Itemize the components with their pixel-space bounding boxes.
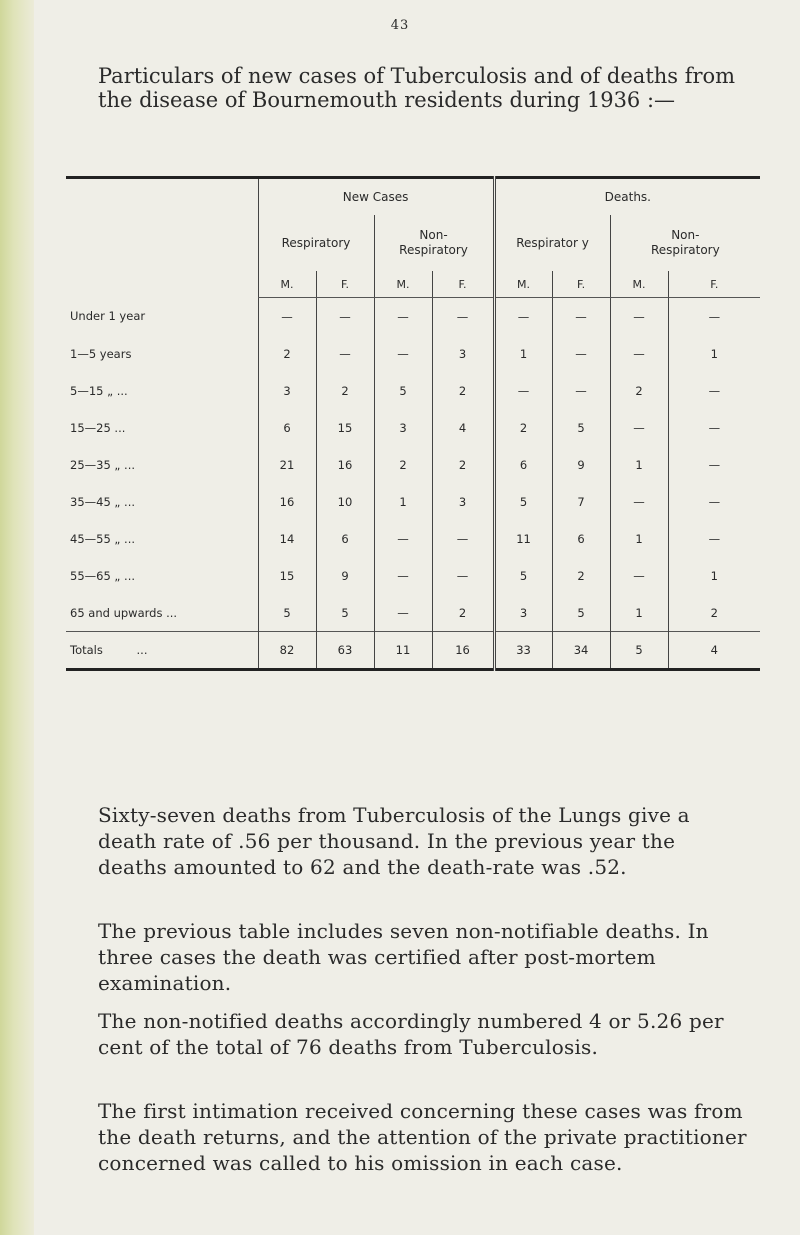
table-cell: 2 xyxy=(258,335,316,372)
table-cell: 9 xyxy=(316,557,374,594)
table-cell: 6 xyxy=(494,446,552,483)
table-cell: 3 xyxy=(494,594,552,632)
row-label xyxy=(66,335,258,372)
sub-header-text: Respiratory xyxy=(281,235,351,250)
sub-header-text: Non- xyxy=(419,228,448,242)
table-cell: 2 xyxy=(610,372,668,409)
table-row xyxy=(66,372,760,409)
tuberculosis-table xyxy=(66,176,760,671)
sub-header-row xyxy=(66,215,760,271)
totals-cell: 5 xyxy=(610,632,668,670)
table-cell: 6 xyxy=(316,520,374,557)
table-cell: 5 xyxy=(552,409,610,446)
table-cell: — xyxy=(668,520,760,557)
group-header-row xyxy=(66,178,760,216)
table-cell: 1 xyxy=(374,483,432,520)
table-cell: 3 xyxy=(374,409,432,446)
table-cell: 2 xyxy=(374,446,432,483)
row-label-text: 25—35 „ ... xyxy=(70,457,136,472)
table-cell: 5 xyxy=(316,594,374,632)
totals-cell: 33 xyxy=(494,632,552,670)
table-row xyxy=(66,446,760,483)
table-cell: — xyxy=(374,557,432,594)
table-body xyxy=(66,298,760,632)
sub-header-text: Respiratory xyxy=(399,243,468,257)
table-row xyxy=(66,298,760,336)
table-cell: 3 xyxy=(258,372,316,409)
table-cell: 1 xyxy=(610,446,668,483)
row-label-text: 15—25 ... xyxy=(70,420,126,435)
table-cell: — xyxy=(668,372,760,409)
page-heading: Particulars of new cases of Tuberculosis and of deaths from the disease of Bournemouth residents during 1936 :— xyxy=(98,64,736,112)
table-cell: — xyxy=(374,335,432,372)
page-binding-edge xyxy=(0,0,34,1235)
paragraph-death-rate: Sixty-seven deaths from Tuberculosis of the Lungs give a death rate of .56 per thousand. In the previous year the deaths amounted to 62 and the death-rate was .52. xyxy=(98,803,690,879)
table-cell: 5 xyxy=(374,372,432,409)
sub-header-non-respiratory xyxy=(374,215,494,271)
paragraph-non-notified: The non-notified deaths accordingly numbered 4 or 5.26 per cent of the total of 76 deaths from Tuberculosis. xyxy=(98,1009,724,1059)
group-header-new-cases: New Cases xyxy=(258,178,494,216)
table-cell: — xyxy=(494,372,552,409)
table-cell: — xyxy=(316,298,374,336)
table-cell: — xyxy=(552,335,610,372)
table-row xyxy=(66,409,760,446)
table-cell: — xyxy=(494,298,552,336)
row-label-text: 5—15 „ ... xyxy=(70,383,128,398)
corner-cell xyxy=(66,215,258,271)
corner-cell xyxy=(66,178,258,216)
table-cell: 11 xyxy=(494,520,552,557)
table-cell: 21 xyxy=(258,446,316,483)
table-cell: 5 xyxy=(258,594,316,632)
table-cell: 2 xyxy=(552,557,610,594)
totals-cell: 63 xyxy=(316,632,374,670)
sex-header: M. xyxy=(258,271,316,298)
page-number: 43 xyxy=(390,18,410,33)
table-cell: 15 xyxy=(258,557,316,594)
table-cell: — xyxy=(610,335,668,372)
sub-header-text: Non- xyxy=(671,228,700,242)
table-cell: — xyxy=(552,372,610,409)
paragraph-first-intimation: The first intimation received concerning these cases was from the death returns, and the attention of the private practitioner concerned was called to his omission in each case. xyxy=(98,1099,747,1175)
table-cell: — xyxy=(432,298,494,336)
totals-dots: ... xyxy=(136,643,148,657)
sex-header: F. xyxy=(316,271,374,298)
table-cell: 2 xyxy=(432,372,494,409)
row-label xyxy=(66,298,258,336)
sub-header-text: Respirator y xyxy=(516,235,589,250)
row-label xyxy=(66,446,258,483)
table-cell: 2 xyxy=(316,372,374,409)
table-row xyxy=(66,557,760,594)
table-cell: — xyxy=(432,520,494,557)
table-cell: 3 xyxy=(432,335,494,372)
table-cell: 6 xyxy=(258,409,316,446)
table-row xyxy=(66,594,760,632)
table-cell: — xyxy=(668,298,760,336)
totals-label-text: Totals xyxy=(70,643,103,657)
table-row xyxy=(66,520,760,557)
table-cell: — xyxy=(258,298,316,336)
sex-header: F. xyxy=(668,271,760,298)
table-cell: 9 xyxy=(552,446,610,483)
table-row xyxy=(66,483,760,520)
table-cell: — xyxy=(668,409,760,446)
table-cell: 2 xyxy=(432,446,494,483)
table-cell: — xyxy=(432,557,494,594)
table-cell: — xyxy=(610,409,668,446)
table-cell: 15 xyxy=(316,409,374,446)
table-cell: 10 xyxy=(316,483,374,520)
sex-header: M. xyxy=(494,271,552,298)
table-cell: 3 xyxy=(432,483,494,520)
table-cell: 5 xyxy=(494,557,552,594)
row-label-text: Under 1 year xyxy=(70,309,146,324)
sex-header-row xyxy=(66,271,760,298)
table-cell: — xyxy=(552,298,610,336)
table-cell: 6 xyxy=(552,520,610,557)
table-cell: 2 xyxy=(668,594,760,632)
table-cell: 4 xyxy=(432,409,494,446)
table-cell: 5 xyxy=(494,483,552,520)
totals-row xyxy=(66,632,760,670)
sub-header-non-respiratory-deaths xyxy=(610,215,760,271)
row-label-text: 65 and upwards ... xyxy=(70,605,178,620)
table-cell: — xyxy=(374,594,432,632)
table-cell: 2 xyxy=(494,409,552,446)
table-cell: 5 xyxy=(552,594,610,632)
tuberculosis-table-container xyxy=(66,176,760,671)
table-cell: — xyxy=(374,520,432,557)
row-label xyxy=(66,594,258,632)
table-cell: 1 xyxy=(610,520,668,557)
sex-header: M. xyxy=(374,271,432,298)
row-label-text: 55—65 „ ... xyxy=(70,568,136,583)
table-cell: — xyxy=(610,483,668,520)
table-cell: — xyxy=(316,335,374,372)
table-cell: 14 xyxy=(258,520,316,557)
row-label xyxy=(66,372,258,409)
table-cell: — xyxy=(374,298,432,336)
sub-header-text: Respiratory xyxy=(650,243,720,257)
table-cell: 7 xyxy=(552,483,610,520)
table-cell: 1 xyxy=(610,594,668,632)
table-cell: 1 xyxy=(494,335,552,372)
table-cell: 16 xyxy=(258,483,316,520)
sex-header: F. xyxy=(552,271,610,298)
row-label-text: 1—5 years xyxy=(70,346,132,361)
group-header-deaths: Deaths. xyxy=(494,178,760,216)
corner-cell xyxy=(66,271,258,298)
paragraph-non-notifiable: The previous table includes seven non-notifiable deaths. In three cases the death was certified after post-mortem examination. xyxy=(98,919,709,995)
totals-label xyxy=(66,632,258,670)
row-label xyxy=(66,409,258,446)
table-cell: 1 xyxy=(668,557,760,594)
table-cell: — xyxy=(610,557,668,594)
row-label-text: 45—55 „ ... xyxy=(70,531,136,546)
row-label xyxy=(66,483,258,520)
table-cell: 16 xyxy=(316,446,374,483)
table-row xyxy=(66,335,760,372)
totals-cell: 11 xyxy=(374,632,432,670)
table-cell: 1 xyxy=(668,335,760,372)
sex-header: F. xyxy=(432,271,494,298)
row-label xyxy=(66,520,258,557)
row-label-text: 35—45 „ ... xyxy=(70,494,136,509)
row-label xyxy=(66,557,258,594)
totals-cell: 34 xyxy=(552,632,610,670)
totals-cell: 82 xyxy=(258,632,316,670)
table-cell: — xyxy=(610,298,668,336)
table-cell: 2 xyxy=(432,594,494,632)
totals-cell: 4 xyxy=(668,632,760,670)
sex-header: M. xyxy=(610,271,668,298)
table-cell: — xyxy=(668,446,760,483)
sub-header-respiratory-deaths xyxy=(494,215,610,271)
sub-header-respiratory xyxy=(258,215,374,271)
table-cell: — xyxy=(668,483,760,520)
totals-cell: 16 xyxy=(432,632,494,670)
